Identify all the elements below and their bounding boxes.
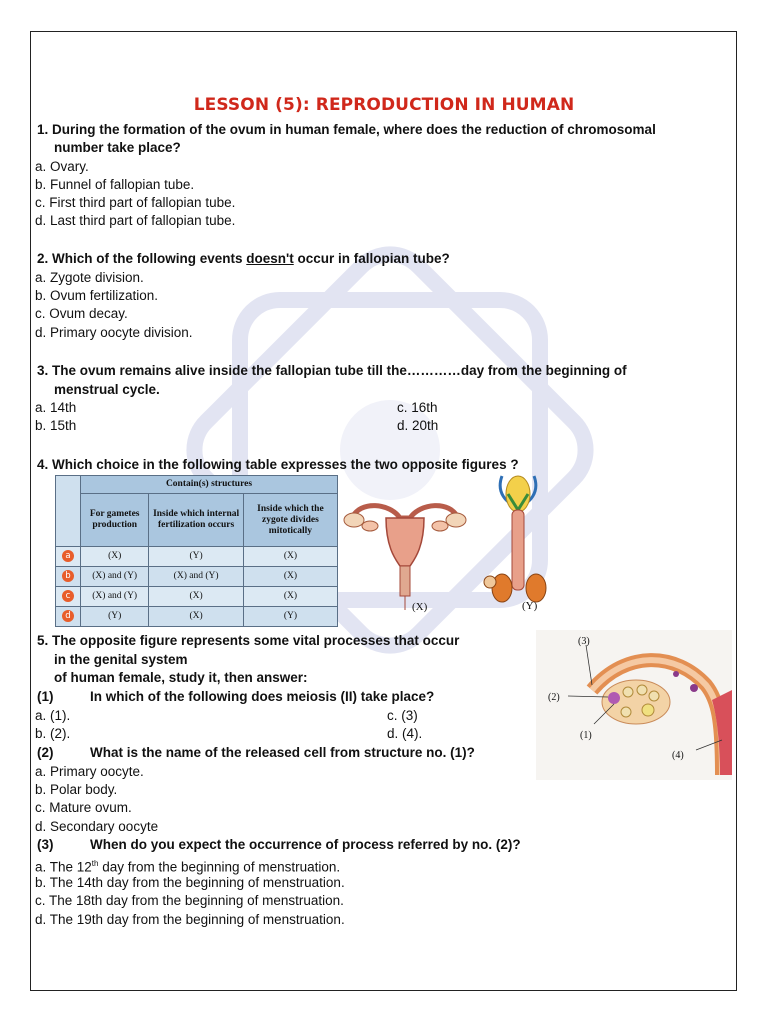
table-cell: (X) [243,586,337,606]
table-row-d[interactable] [56,606,338,626]
q5-sub3-option-a-sup: th [91,859,99,868]
q5-sub3-option-a-pre: a. The 12 [35,859,92,875]
q2-option-d[interactable]: d. Primary oocyte division. [35,325,193,340]
q3-stem-line2: menstrual cycle. [54,382,160,397]
male-system-figure [478,470,568,618]
q2-option-b[interactable]: b. Ovum fertilization. [35,288,159,303]
table-cell: (X) [149,586,243,606]
q2-stem-post: occur in fallopian tube? [293,251,450,266]
table-cell: (Y) [149,546,243,566]
table-header-mitosis: Inside which the zygote divides mitotically [243,494,337,546]
q3-option-c[interactable]: c. 16th [397,400,438,415]
table-row-c[interactable] [56,586,338,606]
choice-letter: b [62,570,74,582]
q5-sub3-option-c[interactable]: c. The 18th day from the beginning of menstruation. [35,893,344,908]
q2-stem [37,250,450,268]
q3-option-a[interactable]: a. 14th [35,400,77,415]
q5-sub3-question: When do you expect the occurrence of process referred by no. (2)? [90,837,521,852]
q5-sub3-option-a-post: day from the beginning of menstruation. [98,859,341,875]
q5-sub1-number: (1) [37,689,54,704]
q3-option-b[interactable]: b. 15th [35,418,77,433]
choice-letter: c [62,590,74,602]
fig-label-4: (4) [672,750,684,761]
q5-stem-line2: in the genital system [54,652,188,667]
q3-stem-line1: 3. The ovum remains alive inside the fallopian tube till the…………day from the beginning of [37,363,627,378]
q2-option-c[interactable]: c. Ovum decay. [35,306,128,321]
q5-sub1-option-d[interactable]: d. (4). [387,726,423,741]
table-cell: (X) and (Y) [149,566,243,586]
table-cell: (X) [243,566,337,586]
q4-stem: 4. Which choice in the following table expresses the two opposite figures ? [37,457,519,472]
female-system-figure [340,478,470,628]
ovary-tube-figure [536,630,732,780]
table-row-b[interactable] [56,566,338,586]
q3-option-d[interactable]: d. 20th [397,418,439,433]
table-cell: (X) [243,546,337,566]
q5-sub2-option-c[interactable]: c. Mature ovum. [35,800,132,815]
fig-label-3: (3) [578,636,590,647]
q5-sub2-option-d[interactable]: d. Secondary oocyte [35,819,159,834]
table-cell: (X) [81,546,149,566]
q1-option-d[interactable]: d. Last third part of fallopian tube. [35,213,236,228]
fig-label-1: (1) [580,730,592,741]
q5-sub2-question: What is the name of the released cell from structure no. (1)? [90,745,475,760]
q2-stem-underlined: doesn't [246,251,294,266]
q5-sub1-option-b[interactable]: b. (2). [35,726,71,741]
table-cell: (Y) [81,606,149,626]
q5-sub1-option-a[interactable]: a. (1). [35,708,71,723]
q5-sub2-number: (2) [37,745,54,760]
choice-letter: d [62,610,74,622]
q5-stem-line3: of human female, study it, then answer: [54,670,308,685]
q1-option-a[interactable]: a. Ovary. [35,159,89,174]
fig-label-2: (2) [548,692,560,703]
q2-stem-pre: 2. Which of the following events [37,251,247,266]
q5-sub2-option-a[interactable]: a. Primary oocyte. [35,764,144,779]
q5-stem-line1: 5. The opposite figure represents some vital processes that occur [37,633,460,648]
q5-sub2-option-b[interactable]: b. Polar body. [35,782,118,797]
table-cell: (X) and (Y) [81,566,149,586]
fig-x-label: (X) [412,601,428,613]
q5-sub3-number: (3) [37,837,54,852]
choice-letter: a [62,550,74,562]
table-header-gametes: For gametes production [81,494,149,546]
q1-option-b[interactable]: b. Funnel of fallopian tube. [35,177,195,192]
table-group-header: Contain(s) structures [81,476,338,494]
q1-option-c[interactable]: c. First third part of fallopian tube. [35,195,236,210]
table-cell: (Y) [243,606,337,626]
q5-sub1-option-c[interactable]: c. (3) [387,708,418,723]
q1-stem-line1: 1. During the formation of the ovum in human female, where does the reduction of chromosomal [37,122,656,137]
choices-table [55,475,338,627]
q2-option-a[interactable]: a. Zygote division. [35,270,144,285]
q5-sub3-option-d[interactable]: d. The 19th day from the beginning of menstruation. [35,912,345,927]
table-row-a[interactable] [56,546,338,566]
table-header-fertilization: Inside which internal fertilization occurs [149,494,243,546]
q5-sub1-question: In which of the following does meiosis (II) take place? [90,689,435,704]
table-cell: (X) and (Y) [81,586,149,606]
fig-y-label: (Y) [522,600,538,612]
q5-sub3-option-b[interactable]: b. The 14th day from the beginning of menstruation. [35,875,345,890]
lesson-title: LESSON (5): REPRODUCTION IN HUMAN [193,95,575,115]
table-cell: (X) [149,606,243,626]
q1-stem-line2: number take place? [54,140,181,155]
